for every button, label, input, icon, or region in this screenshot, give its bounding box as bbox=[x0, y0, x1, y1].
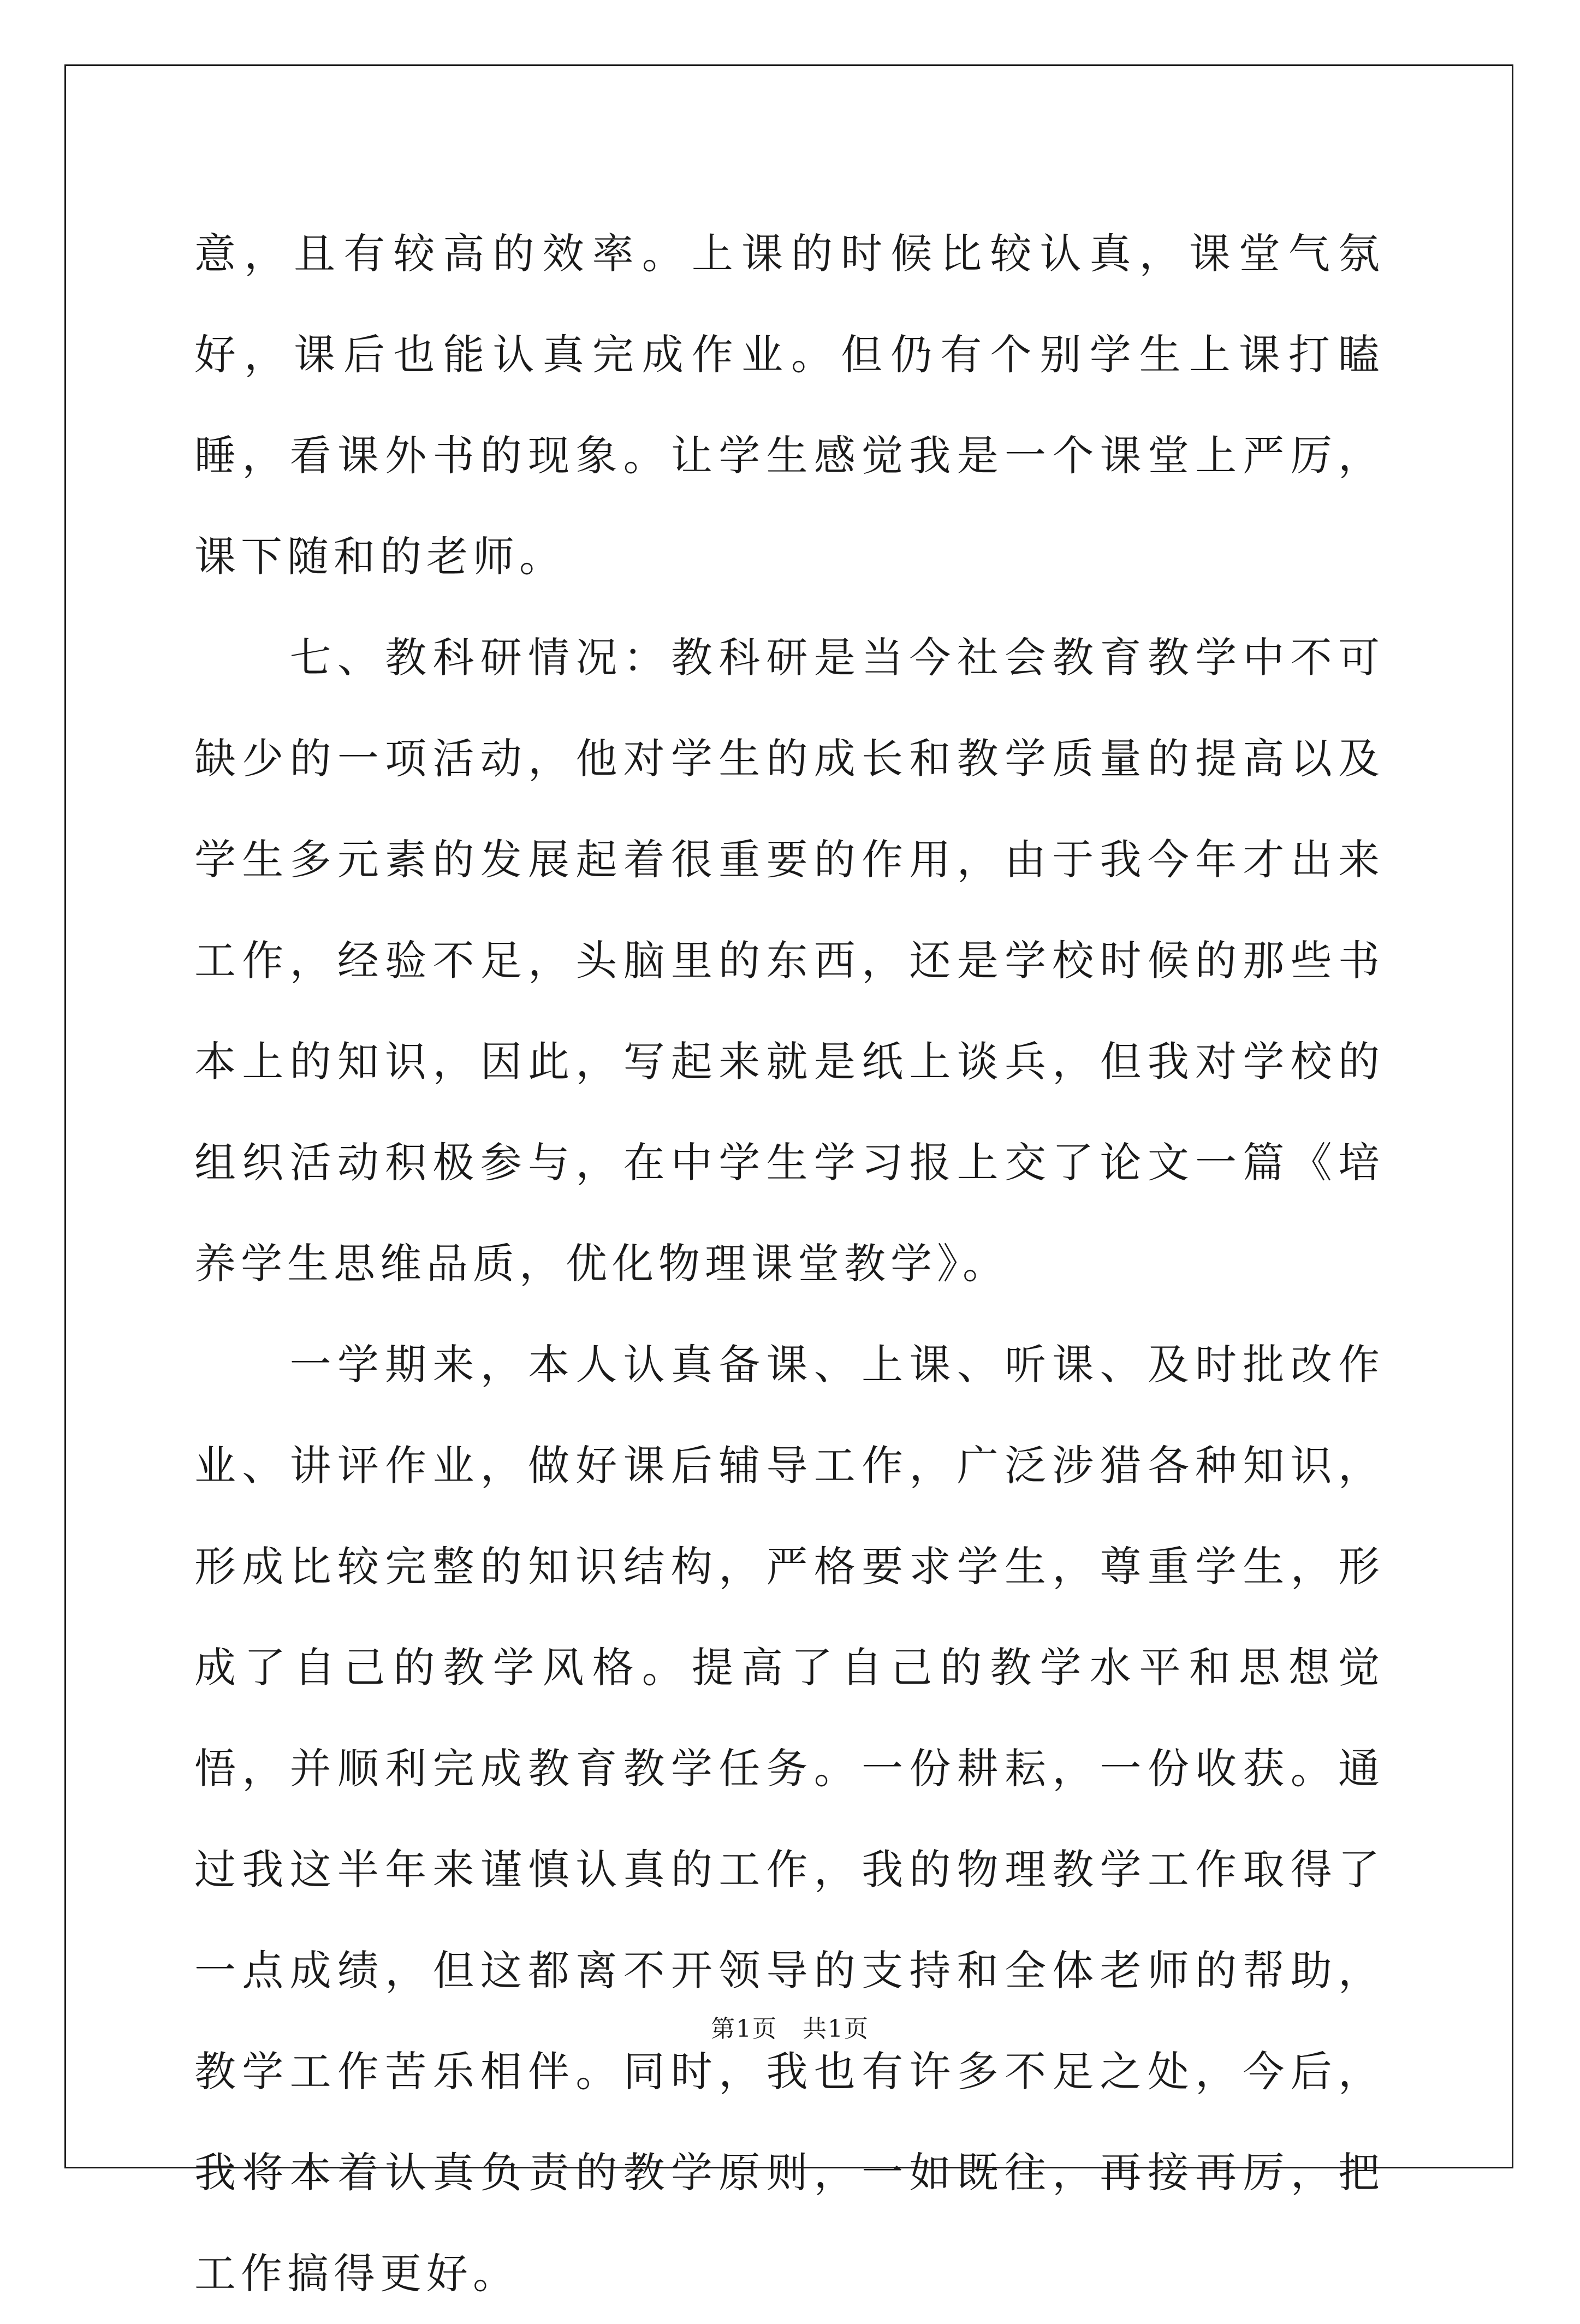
paragraph-1: 意，且有较高的效率。上课的时候比较认真，课堂气氛好，课后也能认真完成作业。但仍有个别学生上课打瞌睡，看课外书的现象。让学生感觉我是一个课堂上严厉，课下随和的老师。 bbox=[194, 229, 1385, 581]
paragraph-2: 七、教科研情况：教科研是当今社会教育教学中不可缺少的一项活动，他对学生的成长和教学质量的提高以及学生多元素的发展起着很重要的作用，由于我今年才出来工作，经验不足，头脑里的东西，还是学校时候的那些书本上的知识，因此，写起来就是纸上谈兵，但我对学校的组织活动积极参与，在中学生学习报上交了论文一篇《培养学生思维品质，优化物理课堂教学》。 bbox=[194, 633, 1385, 1288]
document-body bbox=[194, 203, 1385, 2324]
paragraph-3: 一学期来，本人认真备课、上课、听课、及时批改作业、讲评作业，做好课后辅导工作，广泛涉猎各种知识，形成比较完整的知识结构，严格要求学生，尊重学生，形成了自己的教学风格。提高了自己的教学水平和思想觉悟，并顺利完成教育教学任务。一份耕耘，一份收获。通过我这半年来谨慎认真的工作，我的物理教学工作取得了一点成绩，但这都离不开领导的支持和全体老师的帮助，教学工作苦乐相伴。同时，我也有许多不足之处，今后，我将本着认真负责的教学原则，一如既往，再接再厉，把工作搞得更好。 bbox=[194, 1340, 1385, 2298]
page-number-footer: 第1页 共1页 bbox=[711, 2015, 869, 2043]
